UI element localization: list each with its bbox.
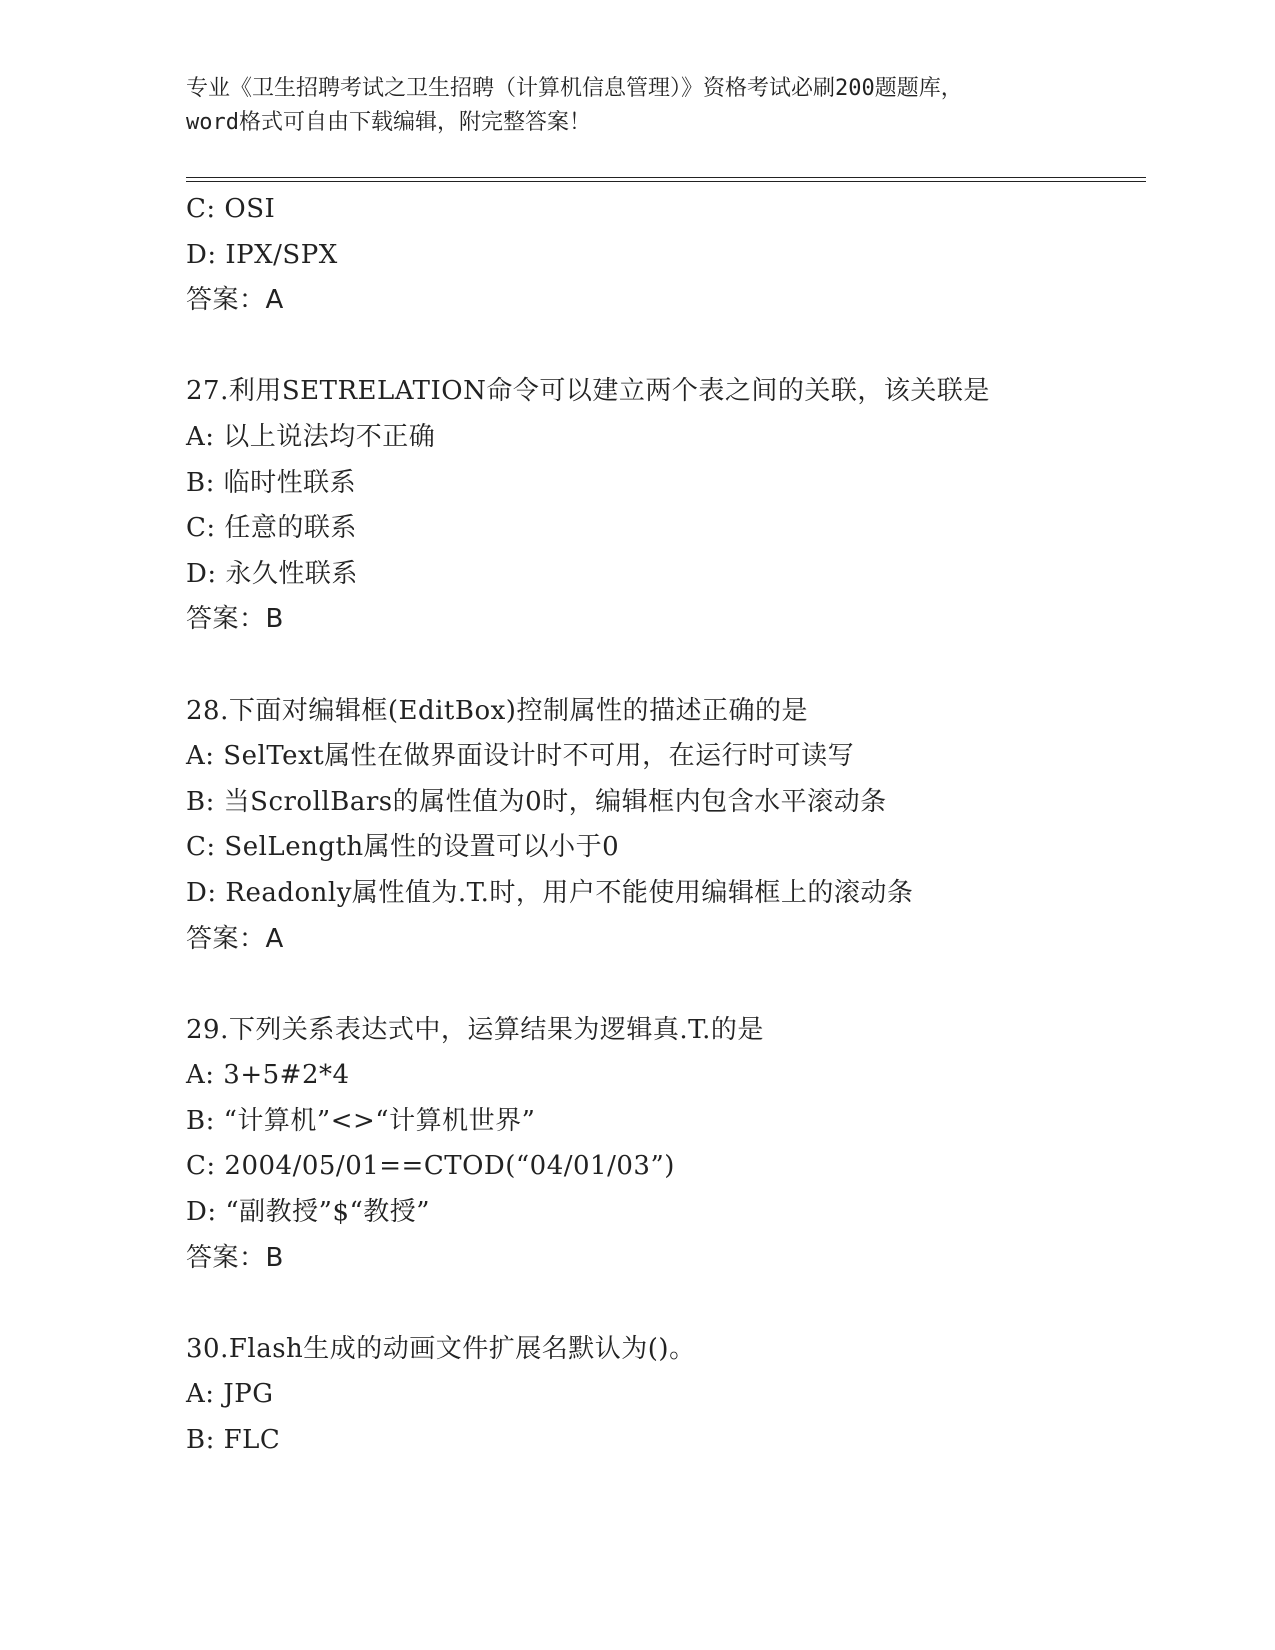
question-28 bbox=[186, 689, 1186, 963]
question-text: 28.下面对编辑框(EditBox)控制属性的描述正确的是 bbox=[186, 695, 808, 726]
answer-line: 答案：B bbox=[186, 604, 284, 635]
option-a: A: SelText属性在做界面设计时不可用，在运行时可读写 bbox=[186, 741, 855, 772]
option-c: C: SelLength属性的设置可以小于0 bbox=[186, 832, 620, 863]
spacer bbox=[186, 1281, 1186, 1327]
question-text: 30.Flash生成的动画文件扩展名默认为()。 bbox=[186, 1333, 696, 1364]
option-a: A: 3+5#2*4 bbox=[186, 1060, 350, 1091]
answer-line: 答案：A bbox=[186, 923, 284, 954]
answer-line: 答案：B bbox=[186, 1242, 284, 1273]
question-26-tail bbox=[186, 187, 1186, 324]
option-b: B: FLC bbox=[186, 1425, 281, 1456]
header-divider-bottom bbox=[186, 181, 1146, 182]
question-text: 29.下列关系表达式中，运算结果为逻辑真.T.的是 bbox=[186, 1014, 764, 1045]
spacer bbox=[186, 324, 1186, 370]
option-a: A: 以上说法均不正确 bbox=[186, 421, 436, 452]
option-a: A: JPG bbox=[186, 1379, 274, 1410]
option-d: D: 永久性联系 bbox=[186, 558, 358, 589]
spacer bbox=[186, 643, 1186, 689]
option-d: D: Readonly属性值为.T.时，用户不能使用编辑框上的滚动条 bbox=[186, 877, 914, 908]
question-text: 27.利用SETRELATION命令可以建立两个表之间的关联，该关联是 bbox=[186, 376, 990, 407]
option-b: B: “计算机”<>“计算机世界” bbox=[186, 1105, 536, 1136]
header-title-line-1: 专业《卫生招聘考试之卫生招聘（计算机信息管理）》资格考试必刷200题题库， bbox=[186, 76, 963, 101]
question-29 bbox=[186, 1008, 1186, 1282]
option-d: D: IPX/SPX bbox=[186, 239, 338, 270]
option-b: B: 当ScrollBars的属性值为0时，编辑框内包含水平滚动条 bbox=[186, 786, 887, 817]
option-b: B: 临时性联系 bbox=[186, 467, 357, 498]
document-header bbox=[186, 72, 1086, 140]
option-d: D: “副教授”$“教授” bbox=[186, 1197, 431, 1228]
question-30 bbox=[186, 1327, 1186, 1464]
question-list bbox=[186, 187, 1186, 1464]
option-c: C: 2004/05/01==CTOD(“04/01/03”) bbox=[186, 1151, 675, 1182]
question-27 bbox=[186, 369, 1186, 643]
spacer bbox=[186, 962, 1186, 1008]
option-c: C: 任意的联系 bbox=[186, 513, 357, 544]
option-c: C: OSI bbox=[186, 194, 276, 224]
header-title-line-2: word格式可自由下载编辑，附完整答案！ bbox=[186, 110, 591, 135]
answer-line: 答案：A bbox=[186, 285, 284, 316]
header-divider-top bbox=[186, 177, 1146, 178]
